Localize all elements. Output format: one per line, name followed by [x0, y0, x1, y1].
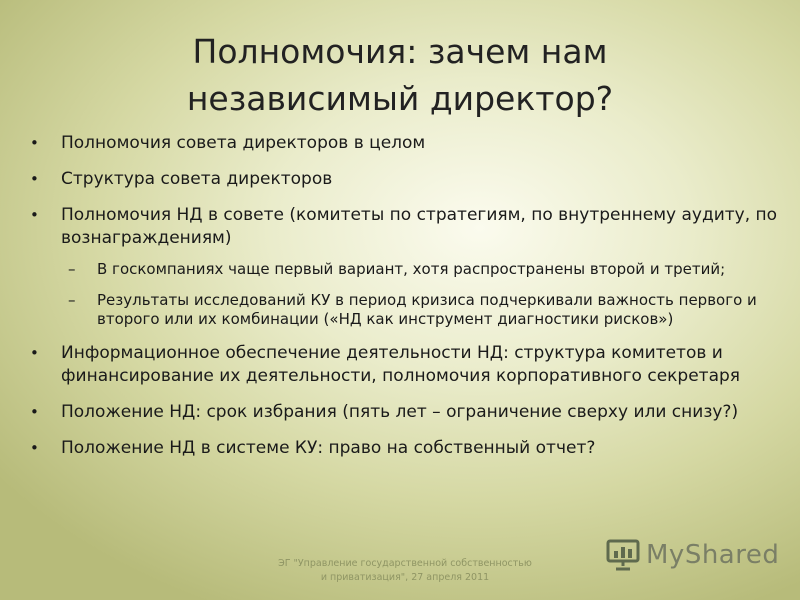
bullet-marker: •	[30, 403, 39, 421]
bullet-item	[30, 401, 778, 424]
sub-bullet-text: Результаты исследований КУ в период кризиса подчеркивали важность первого и второго или их комбинации («НД как инструмент диагностики рисков»)	[97, 291, 757, 328]
bullet-marker: •	[30, 344, 39, 362]
bullet-text: Информационное обеспечение деятельности НД: структура комитетов и финансирование их деятельности, полномочия корпоративного секретаря	[61, 343, 741, 386]
bullet-marker: •	[30, 206, 39, 224]
bullet-text: Полномочия НД в совете (комитеты по стратегиям, по внутреннему аудиту, по вознаграждениям)	[61, 205, 778, 248]
bullet-text: Положение НД в системе КУ: право на собственный отчет?	[61, 438, 596, 458]
sub-bullet-list	[61, 260, 778, 329]
bullet-list	[30, 132, 778, 460]
slide-content	[30, 132, 778, 473]
sub-bullet-text: В госкомпаниях чаще первый вариант, хотя распространены второй и третий;	[97, 260, 726, 278]
bullet-marker: •	[30, 134, 39, 152]
watermark-text: MyShared	[646, 540, 780, 570]
dash-marker: –	[68, 260, 76, 278]
bullet-marker: •	[30, 439, 39, 457]
bullet-item	[30, 132, 778, 155]
watermark-logo	[606, 537, 779, 573]
bullet-item	[30, 342, 778, 388]
slide-footer	[250, 557, 560, 585]
bullet-item	[30, 437, 778, 460]
bullet-text: Полномочия совета директоров в целом	[61, 133, 426, 153]
bullet-item	[30, 204, 778, 329]
footer-line-2: и приватизация", 27 апреля 2011	[320, 572, 490, 583]
bullet-item	[30, 168, 778, 191]
footer-line-1: ЭГ "Управление государственной собственностью	[278, 558, 532, 569]
sub-bullet-item	[61, 291, 778, 329]
title-line-1: Полномочия: зачем нам	[192, 32, 608, 71]
sub-bullet-item	[61, 260, 778, 279]
bullet-marker: •	[30, 170, 39, 188]
bullet-text: Структура совета директоров	[61, 169, 333, 189]
title-line-2: независимый директор?	[186, 79, 614, 118]
bullet-text: Положение НД: срок избрания (пять лет – ограничение сверху или снизу?)	[61, 402, 739, 422]
slide-title	[0, 28, 800, 122]
presentation-screen-icon	[606, 538, 640, 572]
dash-marker: –	[68, 291, 76, 309]
